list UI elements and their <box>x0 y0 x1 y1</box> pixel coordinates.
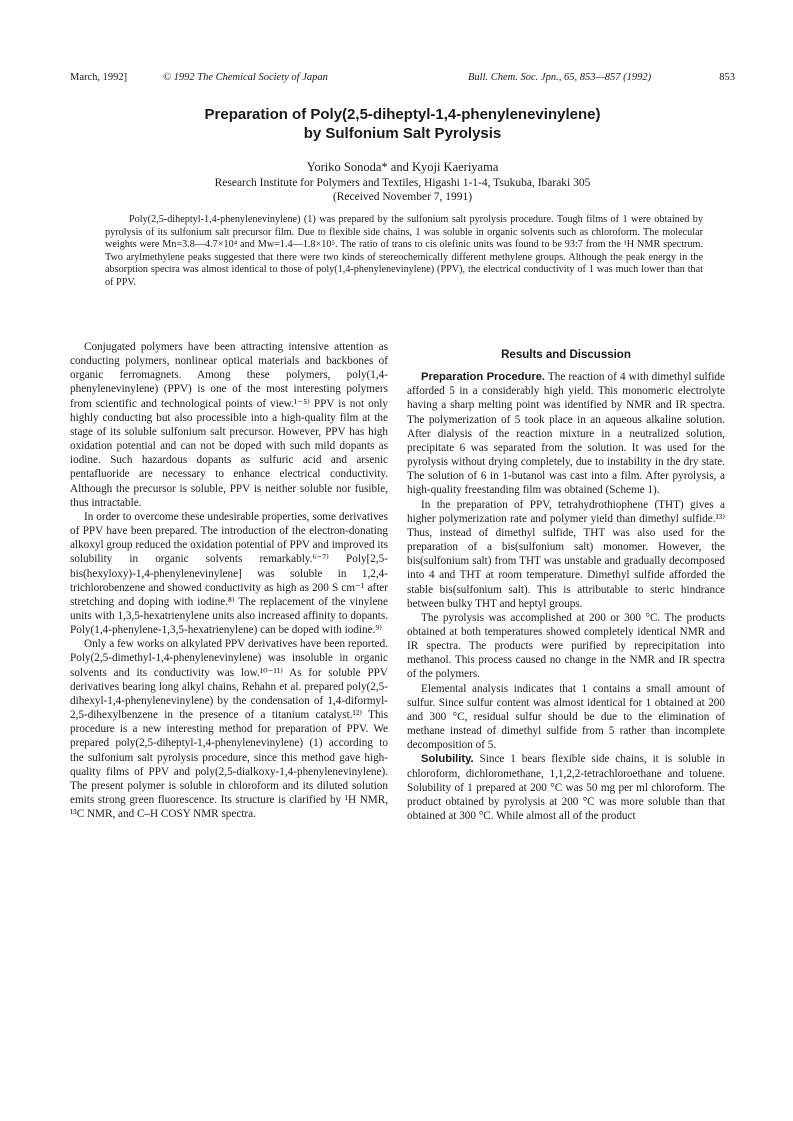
body-paragraph: Only a few works on alkylated PPV derivatives have been reported. Poly(2,5-dimethyl-1,4-phenylenevinylene) was insoluble in organic solvents and its conductivity was low.¹⁰⁻¹¹⁾ As for soluble PPV derivatives bearing long alkyl chains, Rehahn et al. prepared poly(2,5-dihexyl-1,4-phenylenevinylene) by the condensation of 1,4-diformyl-2,5-dihexylbenzene in the presence of a titanium catalyst.¹²⁾ This procedure is a new interesting method for preparation of PPV. We prepared poly(2,5-diheptyl-1,4-phenylenevinylene) (1) according to the sulfonium salt pyrolysis procedure, since this method gave high-quality films of PPV and poly(2,5-dialkoxy-1,4-phenylenevinylene). The present polymer is soluble in chloroform and its diluted solution emits strong green fluorescence. Its structure is clarified by ¹H NMR, ¹³C NMR, and C–H COSY NMR spectra. <box>70 638 388 821</box>
paragraph-text: Since 1 bears flexible side chains, it is soluble in chloroform, dichloromethane, 1,1,2,2-tetrachloroethane and toluene. Solubility of 1 prepared at 200 °C was 50 mg per ml chloroform. The product obtained by pyrolysis at 200 °C was more soluble than that obtained at 300 °C. While almost all of the product <box>407 753 725 822</box>
title-line-2: by Sulfonium Salt Pyrolysis <box>303 125 502 142</box>
body-paragraph <box>407 370 725 497</box>
header-copyright: © 1992 The Chemical Society of Japan <box>163 72 328 83</box>
abstract: Poly(2,5-diheptyl-1,4-phenylenevinylene) (1) was prepared by the sulfonium salt pyrolysis procedure. Tough films of 1 were obtained by pyrolysis of its sulfonium salt precursor film. Due to flexible side chains, 1 was soluble in organic solvents such as chloroform. The molecular weights were Mn=3.8—4.7×10⁴ and Mw=1.4—1.8×10⁵. The ratio of trans to cis olefinic units was found to be 93:7 from the ¹H NMR spectrum. Two arylmethylene peaks suggested that there were two kinds of stereochemically different methylene groups. Although the peak energy in the absorption spectra was almost identical to those of poly(1,4-phenylenevinylene) (PPV), the electrical conductivity of 1 was much lower than that of PPV. <box>105 214 703 288</box>
running-header <box>70 72 735 86</box>
paragraph-text: The reaction of 4 with dimethyl sulfide afforded 5 in a considerably high yield. This monomeric electrolyte having a sharp melting point was identified by NMR and IR spectra. The polymerization of 5 took place in an aqueous alkaline solution. After dialysis of the reaction mixture in a neutralized solution, precipitate 6 was separated from the solution. It was used for the pyrolysis without drying completely, due to instability in the dry state. The solution of 6 in 1-butanol was cast into a film. After pyrolysis, a high-quality freestanding film was obtained (Scheme 1). <box>407 371 725 497</box>
affiliation <box>70 176 735 204</box>
run-in-heading: Solubility. <box>421 753 474 766</box>
body-paragraph: Elemental analysis indicates that 1 contains a small amount of sulfur. Since sulfur content was almost identical for 1 obtained at 200 and 300 °C, residual sulfur should be due to the elimination of methane instead of dimethyl sulfide from 5 rather than incomplete decomposition of 5. <box>407 682 725 752</box>
received-date: (Received November 7, 1991) <box>332 191 473 203</box>
run-in-heading: Preparation Procedure. <box>421 371 546 384</box>
paper-title <box>70 105 735 143</box>
body-paragraph: The pyrolysis was accomplished at 200 or 300 °C. The products obtained at both temperatures showed completely identical NMR and IR spectra. The products were purified by reprecipitation into methanol. This process caused no change in the NMR and IR spectra of the polymers. <box>407 611 725 681</box>
body-paragraph <box>407 752 725 823</box>
body-paragraph: Conjugated polymers have been attracting intensive attention as conducting polymers, nonlinear optical materials and backbones of organic ferromagnets. Among these polymers, poly(1,4-phenylenevinylene) (PPV) is one of the most interesting polymers from scientific and technological points of view.¹⁻⁵⁾ PPV is not only highly conducting but also processible into a high-quality film at the stage of its soluble sulfonium salt precursor. However, PPV has high oxidation potential and can not be doped with such mild dopants as iodine. Such hazardous dopants as sulfuric acid and arsenic pentafluoride are necessary to enhance electrical conductivity. Although the precursor is soluble, PPV is neither soluble nor fusible, thus intractable. <box>70 341 388 509</box>
body-paragraph: In the preparation of PPV, tetrahydrothiophene (THT) gives a higher polymerization rate and polymer yield than dimethyl sulfide.¹³⁾ Thus, instead of dimethyl sulfide, THT was also used for the preparation of a bis(sulfonium salt) monomer. However, the bis(sulfonium salt) from THT was unstable and gradually decomposed into 4 and THT at room temperature. Dimethyl sulfide afforded the stable bis(sulfonium salt). This is attributable to steric hindrance between bulky THT and heptyl groups. <box>407 498 725 610</box>
section-heading: Results and Discussion <box>501 349 631 361</box>
right-column <box>407 340 725 823</box>
body-paragraph: In order to overcome these undesirable properties, some derivatives of PPV have been prepared. The introduction of the electron-donating alkoxyl group reduced the oxidation potential of PPV and improved its solubility in organic solvents remarkably.⁶⁻⁷⁾ Poly[2,5-bis(hexyloxy)-1,4-phenylenevinylene] was soluble in 1,2,4-trichlorobenzene and showed conductivity as high as 200 S cm⁻¹ after stretching and doping with iodine.⁸⁾ The replacement of the vinylene units with 1,3,5-hexatrienylene units also increased affinity to dopants. Poly(1,4-phenylene-1,3,5-hexatrienylene) can be doped with iodine.⁹⁾ <box>70 510 388 637</box>
header-journal-citation: Bull. Chem. Soc. Jpn., 65, 853—857 (1992) <box>468 72 652 83</box>
header-page-number: 853 <box>719 72 735 83</box>
header-date: March, 1992] <box>70 72 128 83</box>
affiliation-line: Research Institute for Polymers and Textiles, Higashi 1-1-4, Tsukuba, Ibaraki 305 <box>214 177 591 189</box>
authors: Yoriko Sonoda* and Kyoji Kaeriyama <box>306 160 499 174</box>
left-column <box>70 340 388 821</box>
title-line-1: Preparation of Poly(2,5-diheptyl-1,4-phenylenevinylene) <box>204 106 601 123</box>
